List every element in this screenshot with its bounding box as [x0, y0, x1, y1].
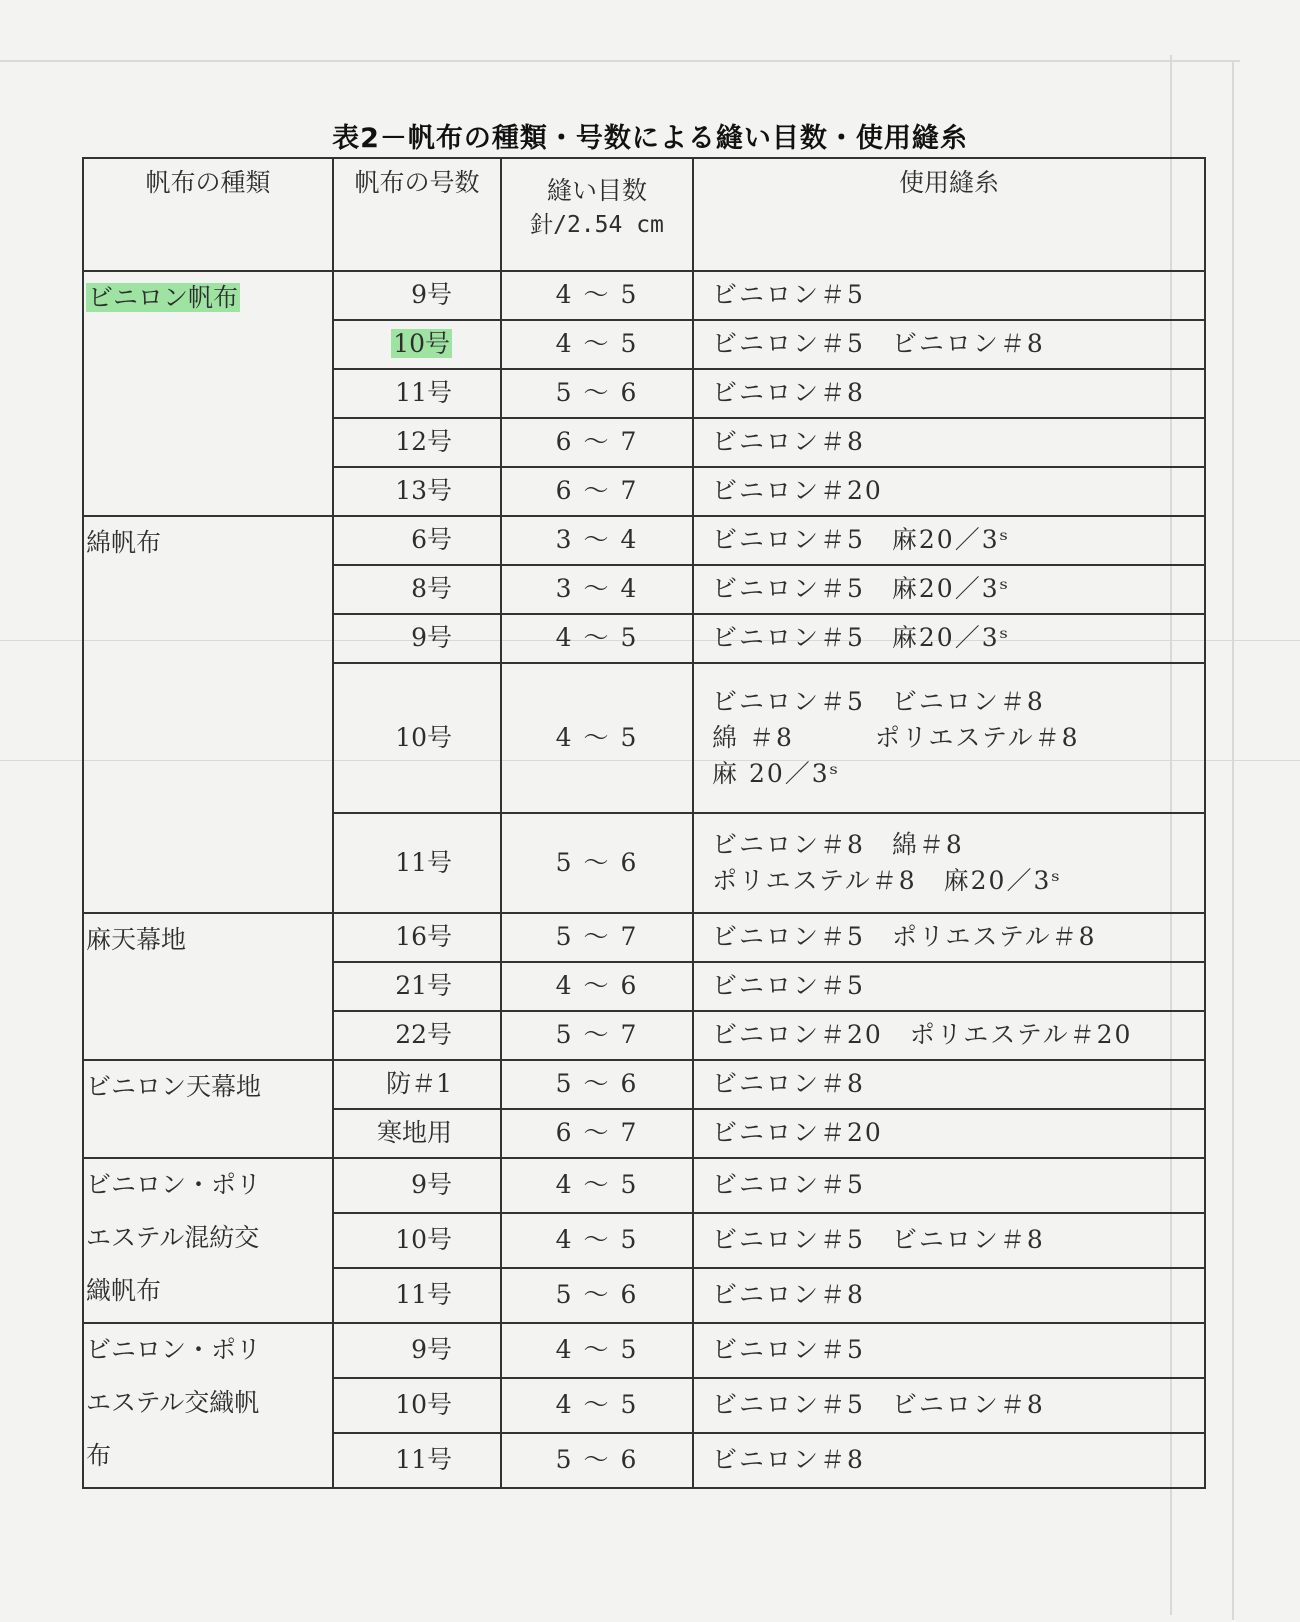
- cell-stitch-count: 5 ～ 6: [501, 1433, 693, 1488]
- sewing-thread-line: ビニロン＃5 ビニロン＃8: [712, 1225, 1045, 1255]
- sewing-thread-line: ビニロン＃8: [712, 1069, 865, 1099]
- cell-sewing-thread: [693, 271, 1205, 320]
- canvas-type-text: 綿帆布: [86, 528, 162, 557]
- header-type: 帆布の種類: [83, 158, 333, 271]
- canvas-type-text: ビニロン・ポリ: [86, 1170, 262, 1199]
- cell-stitch-count: 6 ～ 7: [501, 467, 693, 516]
- cell-sewing-thread: [693, 913, 1205, 962]
- cell-stitch-count: 6 ～ 7: [501, 418, 693, 467]
- header-stitches-unit: 針/2.54 cm: [530, 212, 664, 239]
- cell-sewing-thread: [693, 614, 1205, 663]
- cell-stitch-count: 4 ～ 5: [501, 663, 693, 813]
- sewing-thread-line: ビニロン＃5 麻20／3ˢ: [712, 574, 1011, 604]
- canvas-number-text: 11号: [395, 1445, 452, 1475]
- cell-stitch-count: 4 ～ 5: [501, 1323, 693, 1378]
- header-number: 帆布の号数: [333, 158, 501, 271]
- canvas-number-text: 9号: [411, 623, 452, 653]
- cell-sewing-thread: [693, 1109, 1205, 1158]
- cell-canvas-number: [333, 1158, 501, 1213]
- canvas-number-text: 10号: [393, 329, 450, 359]
- canvas-type-line: [86, 1328, 332, 1381]
- sewing-thread-line: ビニロン＃5 ビニロン＃8: [712, 1390, 1045, 1420]
- header-thread: 使用縫糸: [693, 158, 1205, 271]
- sewing-thread-line: ビニロン＃8: [712, 1280, 865, 1310]
- canvas-number-text: 13号: [395, 476, 452, 506]
- cell-canvas-type: [83, 1158, 333, 1323]
- cell-sewing-thread: [693, 663, 1205, 813]
- canvas-type-text: ビニロン・ポリ: [86, 1335, 262, 1364]
- cell-sewing-thread: [693, 962, 1205, 1011]
- cell-stitch-count: 4 ～ 5: [501, 271, 693, 320]
- cell-canvas-number: [333, 418, 501, 467]
- table-row: [83, 1323, 1205, 1378]
- cell-canvas-type: [83, 271, 333, 516]
- cell-canvas-number: [333, 271, 501, 320]
- cell-sewing-thread: [693, 320, 1205, 369]
- cell-sewing-thread: [693, 369, 1205, 418]
- cell-canvas-number: [333, 1433, 501, 1488]
- canvas-type-text: 布: [86, 1441, 112, 1470]
- canvas-type-text: 麻天幕地: [86, 925, 187, 954]
- cell-sewing-thread: [693, 1268, 1205, 1323]
- cell-canvas-number: [333, 1323, 501, 1378]
- canvas-type-text: ビニロン天幕地: [86, 1072, 262, 1101]
- canvas-type-text: エステル交織帆: [86, 1388, 260, 1417]
- cell-canvas-number: [333, 813, 501, 913]
- sewing-thread-line: ビニロン＃20: [712, 476, 883, 506]
- sewing-thread-line: ビニロン＃5 ビニロン＃8: [712, 686, 1045, 716]
- cell-stitch-count: 5 ～ 6: [501, 369, 693, 418]
- cell-sewing-thread: [693, 1213, 1205, 1268]
- cell-canvas-number: [333, 1213, 501, 1268]
- sewing-thread-line: ビニロン＃20 ポリエステル＃20: [712, 1020, 1133, 1050]
- cell-stitch-count: 4 ～ 5: [501, 1158, 693, 1213]
- cell-canvas-type: [83, 1060, 333, 1158]
- sewing-thread-line: ビニロン＃20: [712, 1118, 883, 1148]
- canvas-type-line: [86, 1381, 332, 1434]
- cell-sewing-thread: [693, 1011, 1205, 1060]
- header-row: [83, 158, 1205, 271]
- cell-canvas-number: [333, 369, 501, 418]
- cell-canvas-number: [333, 1011, 501, 1060]
- canvas-number-text: 10号: [395, 1225, 452, 1255]
- sewing-thread-line: ビニロン＃5: [712, 280, 865, 310]
- canvas-number-text: 9号: [411, 280, 452, 310]
- canvas-type-line: [86, 276, 332, 329]
- sewing-thread-line: ビニロン＃5: [712, 971, 865, 1001]
- cell-stitch-count: 3 ～ 4: [501, 516, 693, 565]
- canvas-type-line: [86, 1163, 332, 1216]
- canvas-number-text: 11号: [395, 1280, 452, 1310]
- cell-sewing-thread: [693, 1323, 1205, 1378]
- cell-canvas-number: [333, 1378, 501, 1433]
- cell-sewing-thread: [693, 516, 1205, 565]
- cell-stitch-count: 5 ～ 6: [501, 1268, 693, 1323]
- cell-canvas-number: [333, 467, 501, 516]
- cell-stitch-count: 4 ～ 5: [501, 320, 693, 369]
- cell-canvas-number: [333, 1268, 501, 1323]
- cell-stitch-count: 4 ～ 5: [501, 1213, 693, 1268]
- canvas-number-text: 16号: [395, 922, 452, 952]
- sewing-thread-line: ビニロン＃8: [712, 1445, 865, 1475]
- sewing-thread-line: ビニロン＃8: [712, 427, 865, 457]
- cell-canvas-number: [333, 1060, 501, 1109]
- canvas-number-text: 寒地用: [376, 1118, 452, 1148]
- canvas-type-line: [86, 1065, 332, 1118]
- cell-stitch-count: 4 ～ 5: [501, 614, 693, 663]
- canvas-number-text: 10号: [395, 1390, 452, 1420]
- cell-stitch-count: 5 ～ 6: [501, 1060, 693, 1109]
- table-title: 表2－帆布の種類・号数による縫い目数・使用縫糸: [332, 123, 968, 154]
- cell-stitch-count: 3 ～ 4: [501, 565, 693, 614]
- canvas-type-line: [86, 1269, 332, 1322]
- cell-canvas-number: [333, 614, 501, 663]
- canvas-number-text: 防＃1: [386, 1069, 452, 1099]
- cell-stitch-count: 5 ～ 6: [501, 813, 693, 913]
- sewing-thread-line: ビニロン＃5 ポリエステル＃8: [712, 922, 1097, 952]
- cell-canvas-type: [83, 1323, 333, 1488]
- cell-stitch-count: 5 ～ 7: [501, 1011, 693, 1060]
- canvas-number-text: 12号: [395, 427, 452, 457]
- canvas-type-line: [86, 918, 332, 971]
- cell-stitch-count: 4 ～ 5: [501, 1378, 693, 1433]
- cell-sewing-thread: [693, 1378, 1205, 1433]
- canvas-type-line: [86, 1434, 332, 1487]
- cell-canvas-number: [333, 962, 501, 1011]
- cell-canvas-number: [333, 663, 501, 813]
- cell-sewing-thread: [693, 1158, 1205, 1213]
- cell-stitch-count: 4 ～ 6: [501, 962, 693, 1011]
- cell-sewing-thread: [693, 418, 1205, 467]
- table-row: [83, 1060, 1205, 1109]
- table-body: [83, 271, 1205, 1488]
- cell-canvas-number: [333, 320, 501, 369]
- table-row: [83, 516, 1205, 565]
- canvas-number-text: 10号: [395, 722, 452, 752]
- cell-stitch-count: 6 ～ 7: [501, 1109, 693, 1158]
- sewing-thread-line: ビニロン＃5 ビニロン＃8: [712, 329, 1045, 359]
- canvas-number-text: 11号: [395, 847, 452, 877]
- table-row: [83, 913, 1205, 962]
- sewing-thread-line: ポリエステル＃8 麻20／3ˢ: [712, 866, 1062, 895]
- cell-sewing-thread: [693, 467, 1205, 516]
- sewing-thread-line: ビニロン＃8 綿＃8: [712, 829, 964, 859]
- cell-canvas-number: [333, 913, 501, 962]
- sewing-thread-line: 綿 ＃8 ポリエステル＃8: [712, 722, 1080, 752]
- canvas-number-text: 21号: [395, 971, 452, 1001]
- cell-canvas-number: [333, 1109, 501, 1158]
- sewing-thread-line: 麻 20／3ˢ: [712, 759, 841, 789]
- header-stitches: [501, 158, 693, 271]
- cell-sewing-thread: [693, 1060, 1205, 1109]
- sewing-thread-line: ビニロン＃5 麻20／3ˢ: [712, 525, 1011, 555]
- canvas-stitch-table: [82, 157, 1206, 1489]
- cell-canvas-number: [333, 516, 501, 565]
- cell-canvas-type: [83, 913, 333, 1060]
- header-stitches-label: 縫い目数: [546, 176, 647, 205]
- sewing-thread-line: ビニロン＃5 麻20／3ˢ: [712, 623, 1011, 653]
- cell-sewing-thread: [693, 813, 1205, 913]
- table-row: [83, 271, 1205, 320]
- cell-sewing-thread: [693, 1433, 1205, 1488]
- canvas-number-text: 22号: [395, 1020, 452, 1050]
- canvas-number-text: 9号: [411, 1170, 452, 1200]
- canvas-type-text: 織帆布: [86, 1276, 162, 1305]
- canvas-type-text: エステル混紡交: [86, 1223, 260, 1252]
- canvas-type-text: ビニロン帆布: [88, 283, 239, 312]
- sewing-thread-line: ビニロン＃8: [712, 378, 865, 408]
- cell-sewing-thread: [693, 565, 1205, 614]
- cell-canvas-number: [333, 565, 501, 614]
- canvas-number-text: 9号: [411, 1335, 452, 1365]
- canvas-type-line: [86, 1216, 332, 1269]
- canvas-type-line: [86, 521, 332, 574]
- canvas-number-text: 8号: [411, 574, 452, 604]
- cell-canvas-type: [83, 516, 333, 913]
- canvas-number-text: 11号: [395, 378, 452, 408]
- cell-stitch-count: 5 ～ 7: [501, 913, 693, 962]
- sewing-thread-line: ビニロン＃5: [712, 1335, 865, 1365]
- table-row: [83, 1158, 1205, 1213]
- sewing-thread-line: ビニロン＃5: [712, 1170, 865, 1200]
- canvas-number-text: 6号: [411, 525, 452, 555]
